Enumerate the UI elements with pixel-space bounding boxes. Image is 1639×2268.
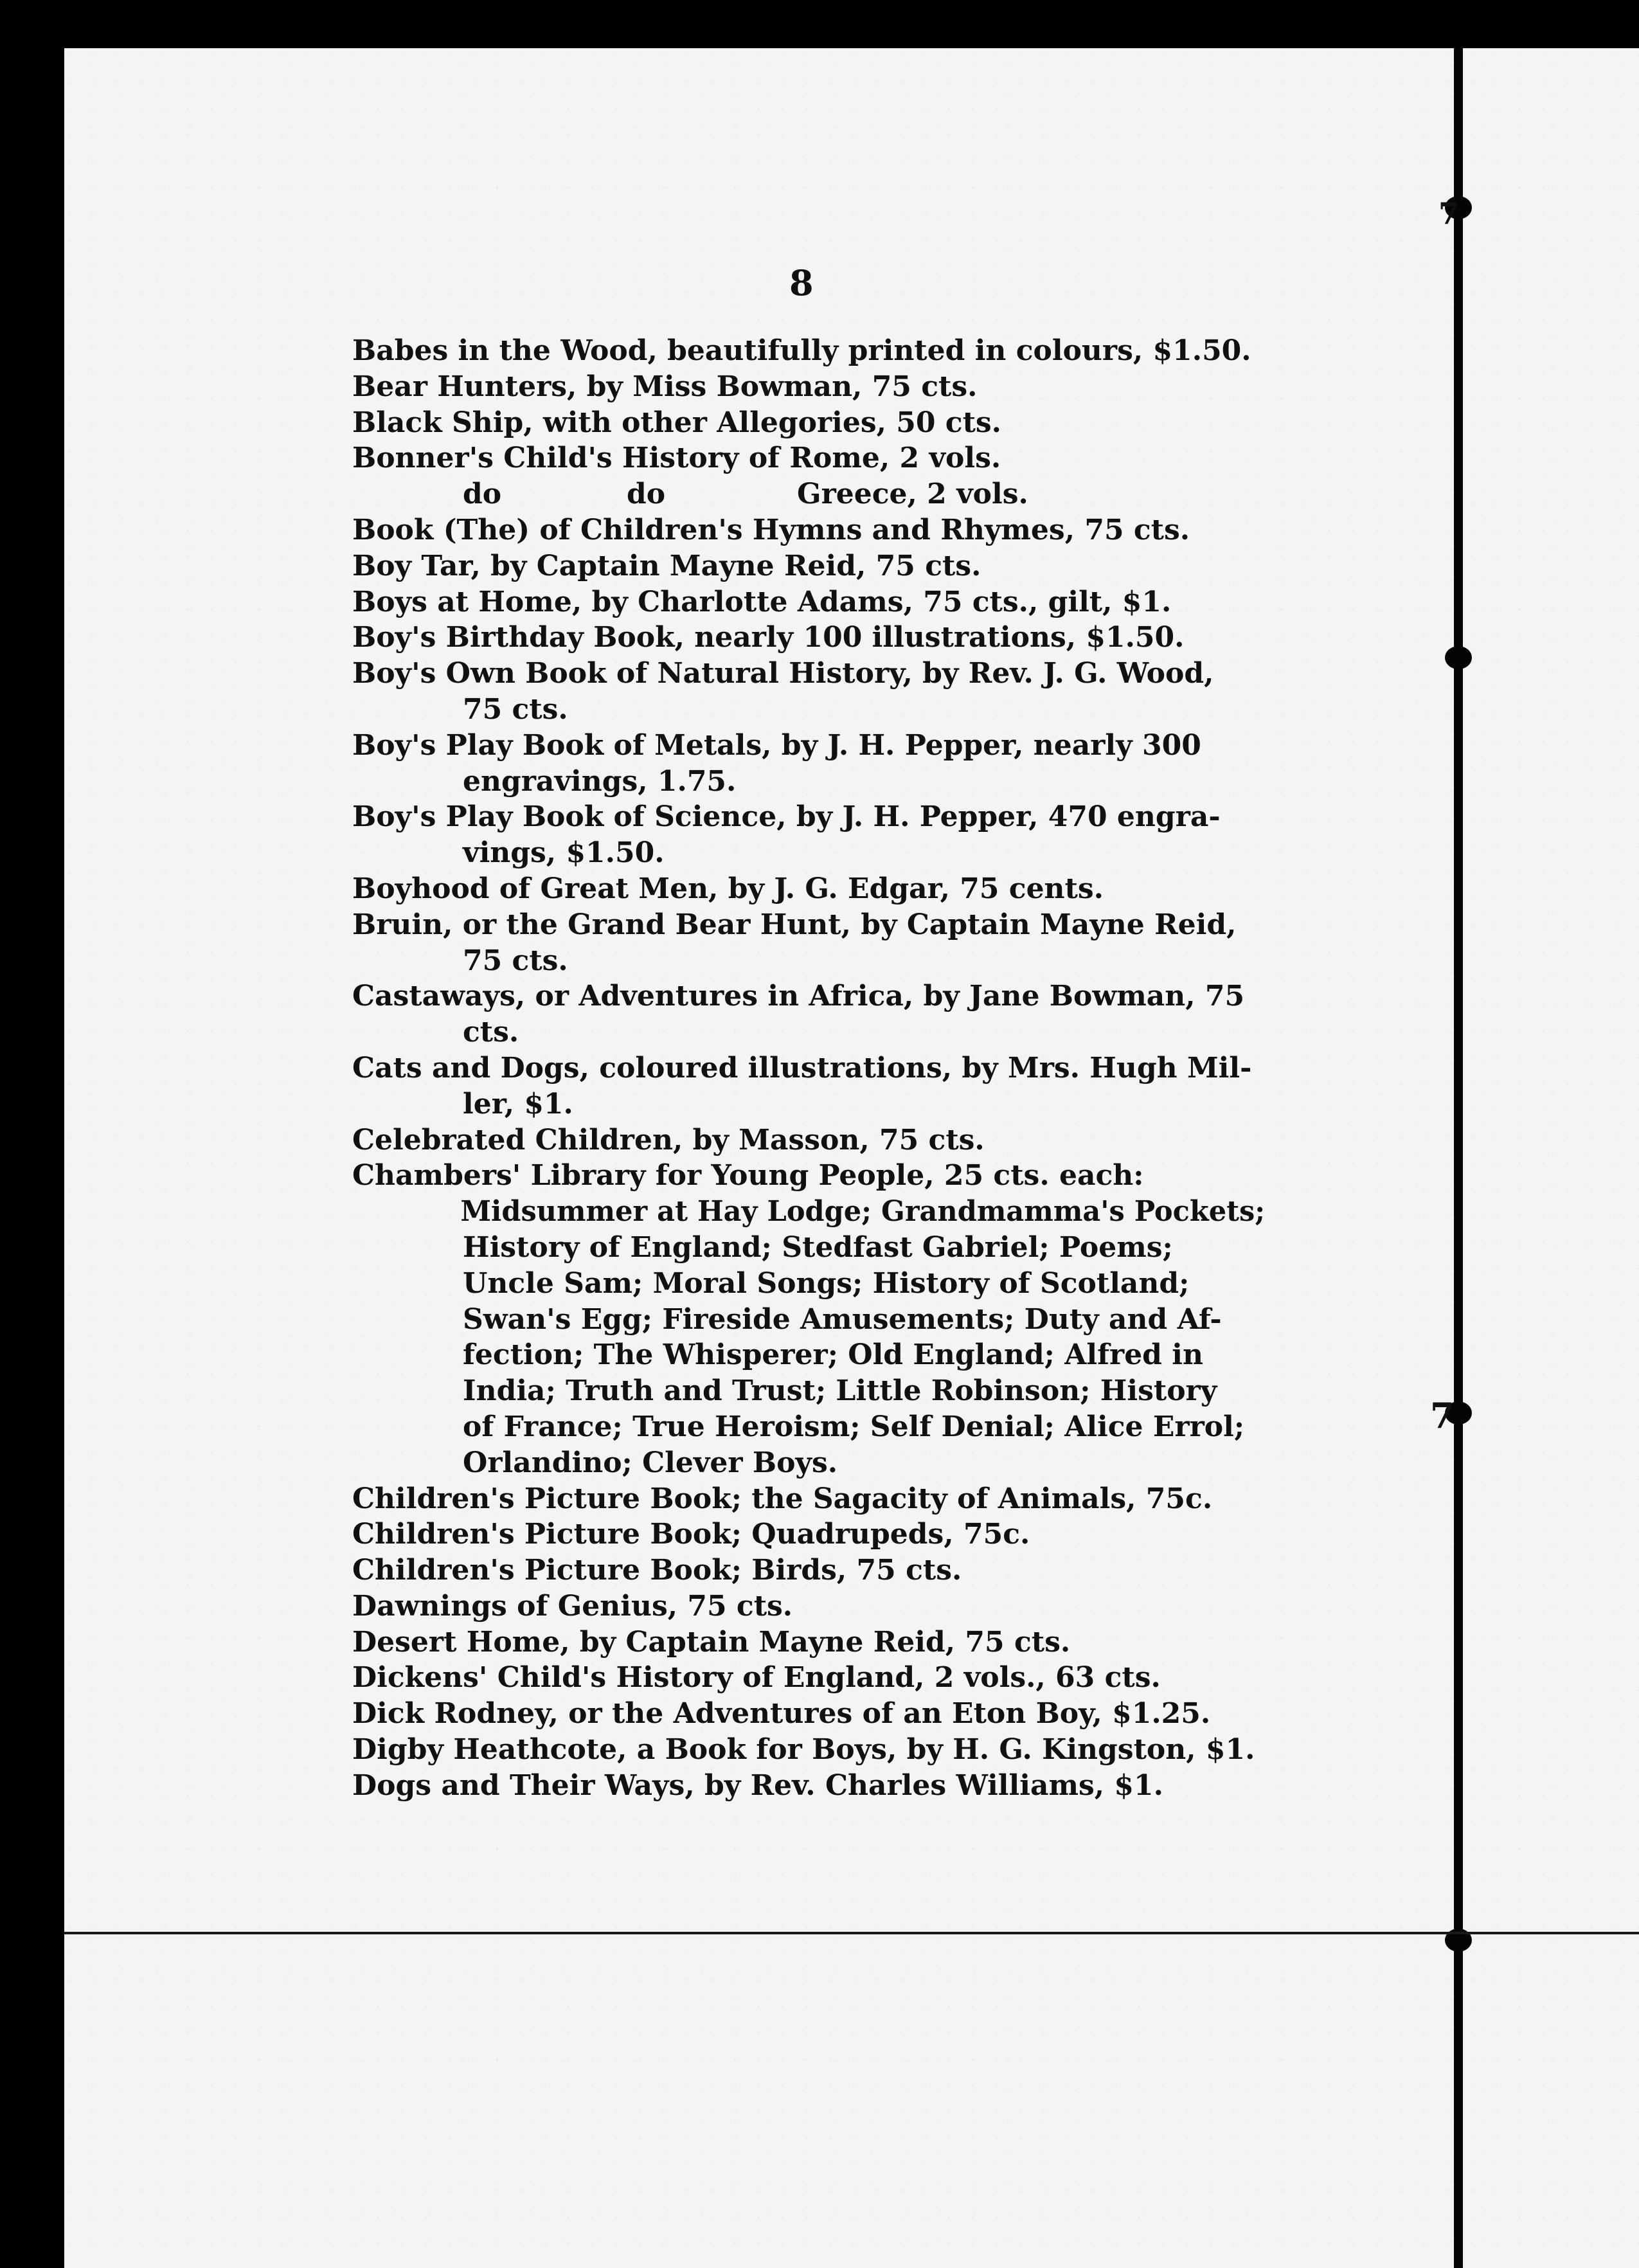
series-title-line: Swan's Egg; Fireside Amusements; Duty and Af- bbox=[463, 1302, 1222, 1336]
catalogue-entry: Children's Picture Book; Birds, 75 cts. bbox=[352, 1554, 962, 1587]
catalogue-entry: Dickens' Child's History of England, 2 vols., 63 cts. bbox=[352, 1661, 1161, 1695]
catalogue-entry: Children's Picture Book; the Sagacity of Animals, 75c. bbox=[352, 1482, 1213, 1515]
catalogue-entry: Cats and Dogs, coloured illustrations, by Mrs. Hugh Mil- bbox=[352, 1051, 1252, 1084]
catalogue-entry: Bonner's Child's History of Rome, 2 vols. bbox=[352, 442, 1001, 475]
catalogue-entry: Book (The) of Children's Hymns and Rhymes, 75 cts. bbox=[352, 513, 1190, 546]
ditto-mark: do bbox=[627, 478, 666, 511]
page-number: 8 bbox=[789, 262, 814, 303]
catalogue-entry: Babes in the Wood, beautifully printed in colours, $1.50. bbox=[352, 334, 1251, 367]
series-title-line: History of England; Stedfast Gabriel; Poems; bbox=[463, 1230, 1173, 1264]
catalogue-entry: Boy Tar, by Captain Mayne Reid, 75 cts. bbox=[352, 549, 981, 582]
catalogue-entry-continuation: vings, $1.50. bbox=[463, 836, 665, 870]
catalogue-entry: Dick Rodney, or the Adventures of an Eton Boy, $1.25. bbox=[352, 1697, 1211, 1731]
ditto-mark: do bbox=[463, 478, 502, 511]
catalogue-entry: Celebrated Children, by Masson, 75 cts. bbox=[352, 1123, 985, 1156]
book-catalogue-list bbox=[352, 333, 1265, 1804]
page-edge-line bbox=[64, 1932, 1639, 1934]
catalogue-entry-continuation: engravings, 1.75. bbox=[463, 764, 737, 798]
margin-mark: 7 bbox=[1438, 196, 1460, 231]
catalogue-entry: Boy's Play Book of Metals, by J. H. Pepper, nearly 300 bbox=[352, 728, 1201, 762]
catalogue-entry: Black Ship, with other Allegories, 50 cts. bbox=[352, 406, 1002, 439]
catalogue-entry: Boyhood of Great Men, by J. G. Edgar, 75 cents. bbox=[352, 872, 1104, 905]
catalogue-entry: Chambers' Library for Young People, 25 cts. each: bbox=[352, 1159, 1144, 1192]
catalogue-entry: Boy's Birthday Book, nearly 100 illustrations, $1.50. bbox=[352, 621, 1185, 654]
catalogue-entry: Digby Heathcote, a Book for Boys, by H. G. Kingston, $1. bbox=[352, 1733, 1255, 1767]
catalogue-entry-continuation: ler, $1. bbox=[463, 1087, 573, 1120]
binding-knot bbox=[1445, 646, 1472, 669]
catalogue-entry: Dawnings of Genius, 75 cts. bbox=[352, 1589, 793, 1623]
ditto-entry bbox=[352, 476, 1265, 512]
series-title-line: Midsummer at Hay Lodge; Grandmamma's Pockets; bbox=[460, 1195, 1266, 1228]
catalogue-entry: Boys at Home, by Charlotte Adams, 75 cts., gilt, $1. bbox=[352, 585, 1172, 618]
series-title-line: of France; True Heroism; Self Denial; Alice Errol; bbox=[463, 1410, 1245, 1443]
series-title-line: fection; The Whisperer; Old England; Alfred in bbox=[463, 1338, 1203, 1372]
catalogue-entry-continuation: 75 cts. bbox=[463, 944, 568, 977]
scan-top-border bbox=[0, 0, 1639, 48]
catalogue-entry: Boy's Own Book of Natural History, by Rev. J. G. Wood, bbox=[352, 657, 1214, 690]
series-title-line: India; Truth and Trust; Little Robinson; History bbox=[463, 1374, 1217, 1408]
catalogue-entry: Desert Home, by Captain Mayne Reid, 75 cts. bbox=[352, 1625, 1071, 1659]
series-title-line: Uncle Sam; Moral Songs; History of Scotland; bbox=[463, 1266, 1190, 1300]
catalogue-entry: Dogs and Their Ways, by Rev. Charles Williams, $1. bbox=[352, 1769, 1163, 1802]
catalogue-entry-text: Greece, 2 vols. bbox=[797, 478, 1028, 511]
catalogue-entry-continuation: 75 cts. bbox=[463, 692, 568, 726]
catalogue-entry: Children's Picture Book; Quadrupeds, 75c. bbox=[352, 1518, 1030, 1551]
margin-mark: 7 bbox=[1430, 1395, 1455, 1436]
catalogue-entry: Bruin, or the Grand Bear Hunt, by Captain Mayne Reid, bbox=[352, 908, 1237, 941]
catalogue-entry: Bear Hunters, by Miss Bowman, 75 cts. bbox=[352, 370, 978, 403]
catalogue-entry-continuation: cts. bbox=[463, 1016, 519, 1049]
series-title-line: Orlandino; Clever Boys. bbox=[463, 1446, 838, 1479]
catalogue-entry: Boy's Play Book of Science, by J. H. Pepper, 470 engra- bbox=[352, 800, 1221, 834]
catalogue-entry: Castaways, or Adventures in Africa, by Jane Bowman, 75 bbox=[352, 980, 1245, 1013]
